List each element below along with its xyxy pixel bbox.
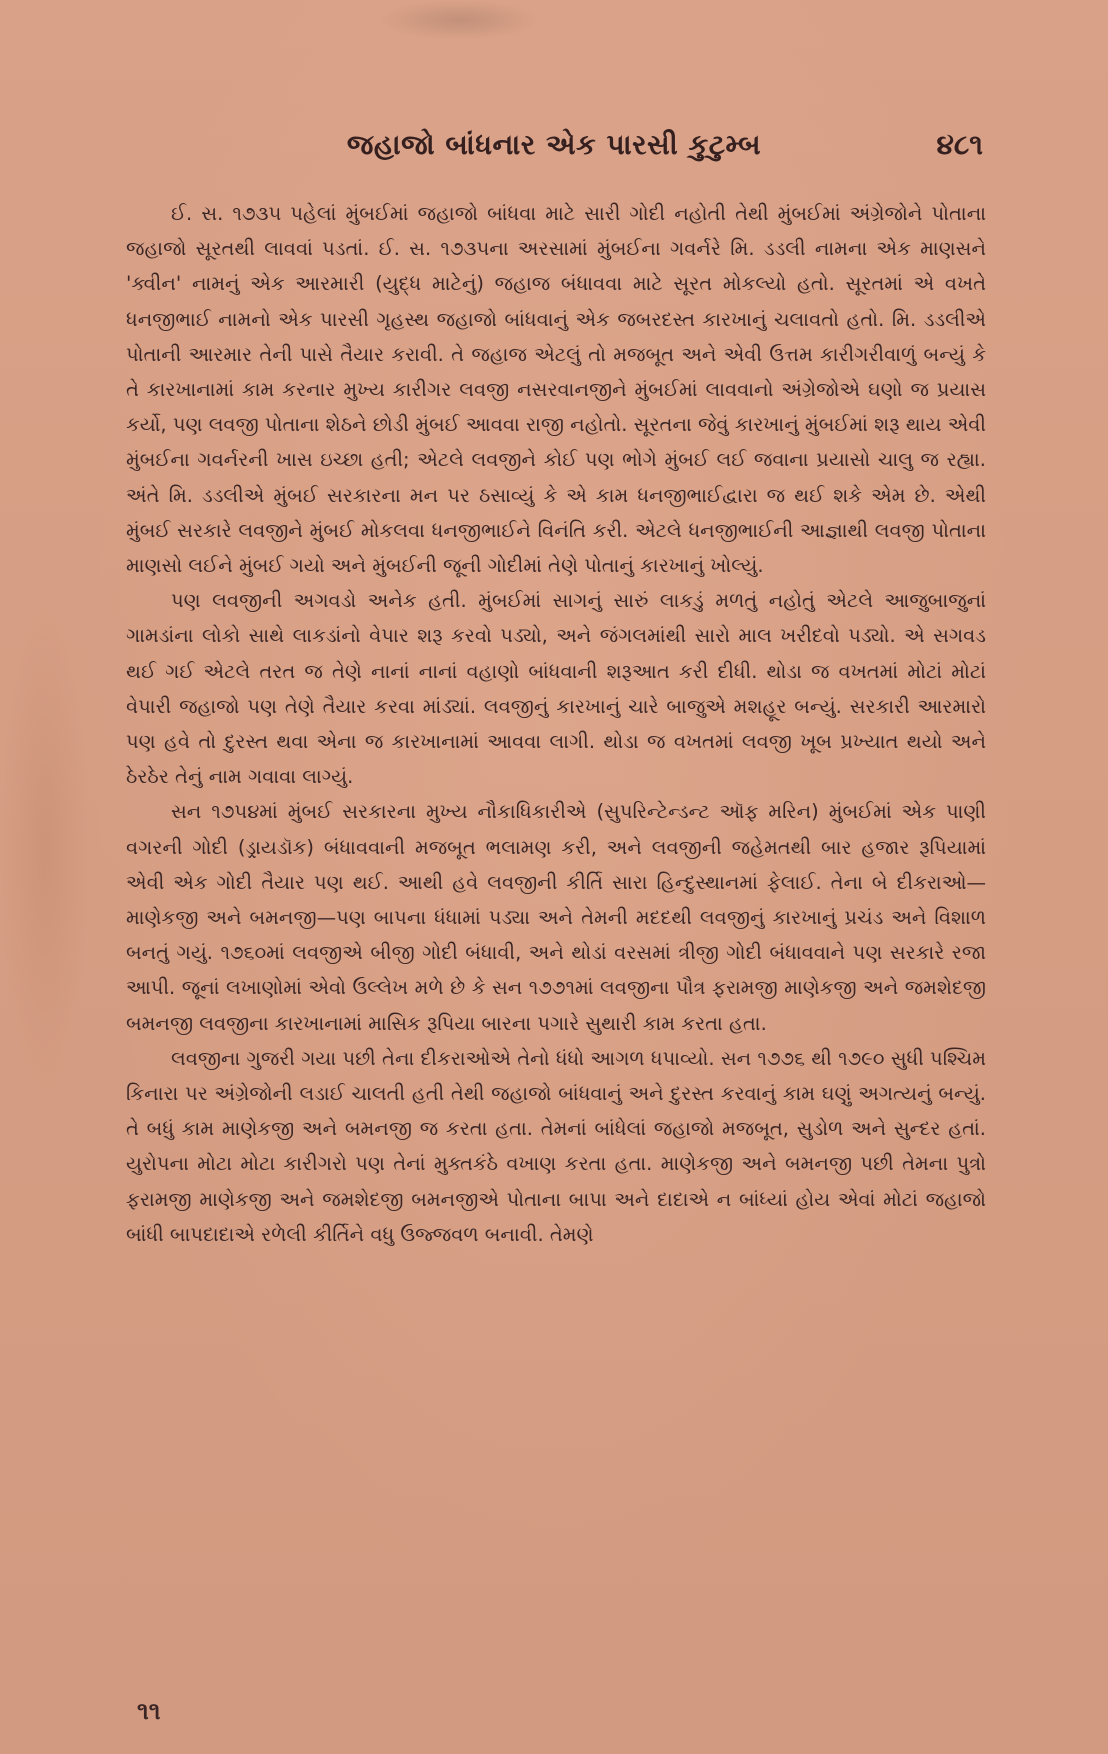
paragraph: સન ૧૭૫૪માં મુંબઈ સરકારના મુખ્ય નૌકાધિકારીએ (સુપરિન્ટેન્ડન્ટ ઑફ મરિન) મુંબઈમાં એક પાણી વગરની ગોદી (ડ્રાયડૉક) બંધાવવાની મજબૂત ભલામણ કરી, અને લવજીની જહેમતથી બાર હજાર રૂપિયામાં એવી એક ગોદી તૈયાર પણ થઈ. આથી હવે લવજીની કીર્તિ સારા હિન્દુસ્થાનમાં ફેલાઈ. તેના બે દીકરાઓ—માણેકજી અને બમનજી—પણ બાપના ધંધામાં પડ્યા અને તેમની મદદથી લવજીનું કારખાનું પ્રચંડ અને વિશાળ બનતું ગયું. ૧૭૬૦માં લવજીએ બીજી ગોદી બંધાવી, અને થોડાં વરસમાં ત્રીજી ગોદી બંધાવવાને પણ સરકારે રજા આપી. જૂનાં લખાણોમાં એવો ઉલ્લેખ મળે છે કે સન ૧૭૭૧માં લવજીના પૌત્ર ફરામજી માણેકજી અને જમશેદજી બમનજી લવજીના કારખાનામાં માસિક રૂપિયા બારના પગારે સુથારી કામ કરતા હતા. [126,800,986,1035]
paper-stain [380,0,540,40]
paragraph: ઈ. સ. ૧૭૩૫ પહેલાં મુંબઈમાં જહાજો બાંધવા માટે સારી ગોદી નહોતી તેથી મુંબઈમાં અંગ્રેજોને પોતાના જહાજો સૂરતથી લાવવાં પડતાં. ઈ. સ. ૧૭૩૫ના અરસામાં મુંબઈના ગવર્નરે મિ. ડડલી નામના એક માણસને 'ક્વીન' નામનું એક આરમારી (યુદ્ધ માટેનું) જહાજ બંધાવવા માટે સૂરત મોકલ્યો હતો. સૂરતમાં એ વખતે ધનજીભાઈ નામનો એક પારસી ગૃહસ્થ જહાજો બાંધવાનું એક જબરદસ્ત કારખાનું ચલાવતો હતો. મિ. ડડલીએ પોતાની આરમાર તેની પાસે તૈયાર કરાવી. તે જહાજ એટલું તો મજબૂત અને એવી ઉત્તમ કારીગરીવાળું બન્યું કે તે કારખાનામાં કામ કરનાર મુખ્ય કારીગર લવજી નસરવાનજીને મુંબઈમાં લાવવાનો અંગ્રેજોએ ઘણો જ પ્રયાસ કર્યો, પણ લવજી પોતાના શેઠને છોડી મુંબઈ આવવા રાજી નહોતો. સૂરતના જેવું કારખાનું મુંબઈમાં શરૂ થાય એવી મુંબઈના ગવર્નરની ખાસ ઇચ્છા હતી; એટલે લવજીને કોઈ પણ ભોગે મુંબઈ લઈ જવાના પ્રયાસો ચાલુ જ રહ્યા. અંતે મિ. ડડલીએ મુંબઈ સરકારના મન પર ઠસાવ્યું કે એ કામ ધનજીભાઈદ્વારા જ થઈ શકે એમ છે. એથી મુંબઈ સરકારે લવજીને મુંબઈ મોકલવા ધનજીભાઈને વિનંતિ કરી. એટલે ધનજીભાઈની આજ્ઞાથી લવજી પોતાના માણસો લઈને મુંબઈ ગયો અને મુંબઈની જૂની ગોદીમાં તેણે પોતાનું કારખાનું ખોલ્યું. [126,202,986,578]
page-header [125,128,983,172]
paragraph: પણ લવજીની અગવડો અનેક હતી. મુંબઈમાં સાગનું સારું લાકડું મળતું નહોતું એટલે આજુબાજુનાં ગામડાંના લોકો સાથે લાકડાંનો વેપાર શરૂ કરવો પડ્યો, અને જંગલમાંથી સારો માલ ખરીદવો પડ્યો. એ સગવડ થઈ ગઈ એટલે તરત જ તેણે નાનાં નાનાં વહાણો બાંધવાની શરૂઆત કરી દીધી. થોડા જ વખતમાં મોટાં મોટાં વેપારી જહાજો પણ તેણે તૈયાર કરવા માંડ્યાં. લવજીનું કારખાનું ચારે બાજુએ મશહૂર બન્યું. સરકારી આરમારો પણ હવે તો દુરસ્ત થવા એના જ કારખાનામાં આવવા લાગી. થોડા જ વખતમાં લવજી ખૂબ પ્રખ્યાત થયો અને ઠેરઠેર તેનું નામ ગવાવા લાગ્યું. [126,589,986,789]
page-number: ૪૮૧ [936,128,983,161]
paper-stain [0,600,90,1100]
paragraph: લવજીના ગુજરી ગયા પછી તેના દીકરાઓએ તેનો ધંધો આગળ ધપાવ્યો. સન ૧૭૭૬ થી ૧૭૯૦ સુધી પશ્ચિમ કિનારા પર અંગ્રેજોની લડાઈ ચાલતી હતી તેથી જહાજો બાંધવાનું અને દુરસ્ત કરવાનું કામ ઘણું અગત્યનું બન્યું. તે બધું કામ માણેકજી અને બમનજી જ કરતા હતા. તેમનાં બાંધેલાં જહાજો મજબૂત, સુડોળ અને સુન્દર હતાં. યુરોપના મોટા મોટા કારીગરો પણ તેનાં મુક્તકંઠે વખાણ કરતા હતા. માણેકજી અને બમનજી પછી તેમના પુત્રો ફરામજી માણેકજી અને જમશેદજી બમનજીએ પોતાના બાપા અને દાદાએ ન બાંધ્યાં હોય એવાં મોટાં જહાજો બાંધી બાપદાદાએ રળેલી કીર્તિને વધુ ઉજ્જવળ બનાવી. તેમણે [126,1046,986,1246]
body-text [126,196,986,1252]
signature-mark: ૧૧ [137,1697,161,1725]
running-head: જહાજો બાંધનાર એક પારસી કુટુમ્બ [346,128,762,161]
